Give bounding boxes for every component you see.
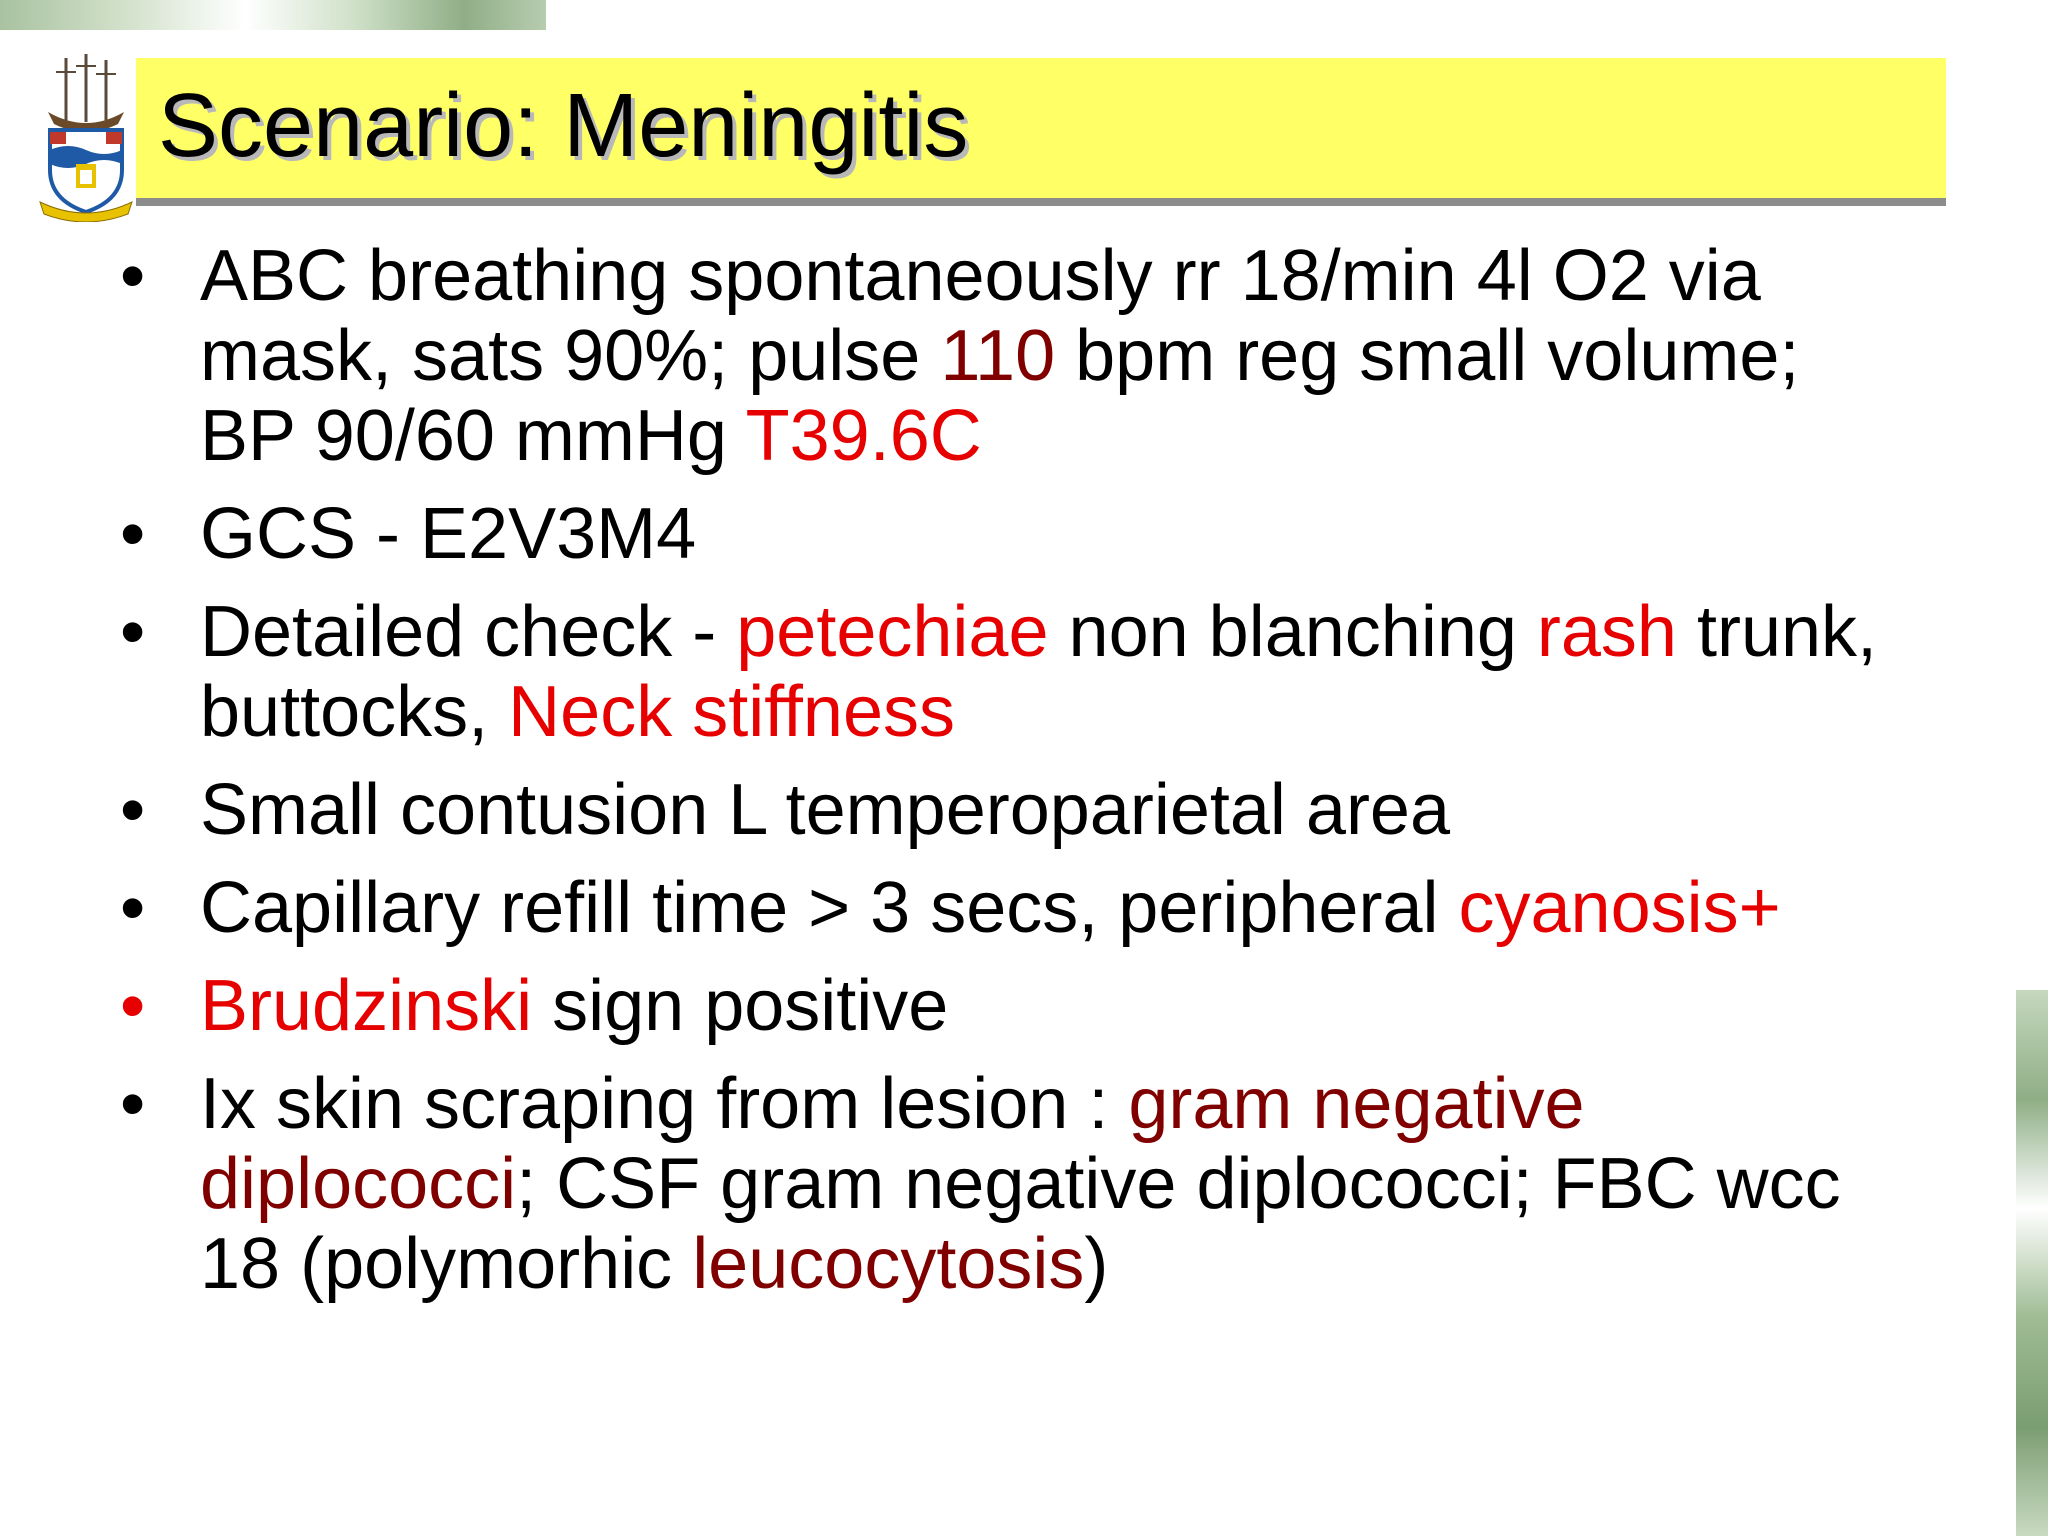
bullet-item	[110, 770, 1910, 850]
bullet-marker: •	[120, 966, 146, 1046]
bullet-text-segment: cyanosis+	[1458, 868, 1781, 948]
bullet-text-segment: rash	[1536, 592, 1677, 672]
bullet-list	[110, 236, 1910, 1322]
bullet-text-segment: Small contusion L temperoparietal area	[200, 770, 1451, 850]
bullet-marker: •	[120, 236, 146, 316]
decorative-right-banner	[2016, 990, 2048, 1536]
bullet-item	[110, 236, 1910, 476]
bullet-item	[110, 592, 1910, 752]
slide-title: Scenario: Meningitis	[158, 76, 969, 176]
bullet-text-segment: Neck stiffness	[508, 672, 955, 752]
bullet-text-segment: leucocytosis	[692, 1224, 1085, 1304]
bullet-text-segment: )	[1084, 1224, 1109, 1304]
decorative-top-banner	[0, 0, 546, 30]
bullet-text-segment: Detailed check -	[200, 592, 737, 672]
bullet-text-segment: trunk, buttocks,	[200, 592, 1878, 752]
bullet-text-segment: sign positive	[532, 966, 949, 1046]
bullet-marker: •	[120, 494, 146, 574]
bullet-text-segment: ; CSF gram negative diplococci; FBC wcc 18 (polymorhic	[200, 1144, 1841, 1304]
bullet-text-segment: 110	[940, 316, 1056, 396]
bullet-text-segment: petechiae	[736, 592, 1049, 672]
bullet-item	[110, 966, 1910, 1046]
bullet-text-segment: Capillary refill time > 3 secs, peripheral	[200, 868, 1459, 948]
bullet-text-segment: Brudzinski	[200, 966, 533, 1046]
bullet-item	[110, 494, 1910, 574]
bullet-marker: •	[120, 868, 146, 948]
bullet-text-segment: bpm reg small volume; BP 90/60 mmHg	[200, 316, 1800, 476]
bullet-text-segment: non blanching	[1048, 592, 1537, 672]
university-crest-logo	[36, 52, 136, 222]
bullet-marker: •	[120, 1064, 146, 1144]
bullet-item	[110, 868, 1910, 948]
bullet-text-segment: Ix skin scraping from lesion :	[200, 1064, 1129, 1144]
bullet-text-segment: GCS - E2V3M4	[200, 494, 697, 574]
bullet-marker: •	[120, 592, 146, 672]
bullet-text-segment: gram negative diplococci	[200, 1064, 1585, 1224]
title-underline	[136, 198, 1946, 206]
bullet-text-segment: T39.6C	[745, 396, 982, 476]
bullet-marker: •	[120, 770, 146, 850]
bullet-text-segment: ABC breathing spontaneously rr 18/min 4l O2 via mask, sats 90%; pulse	[200, 236, 1761, 396]
bullet-item	[110, 1064, 1910, 1304]
